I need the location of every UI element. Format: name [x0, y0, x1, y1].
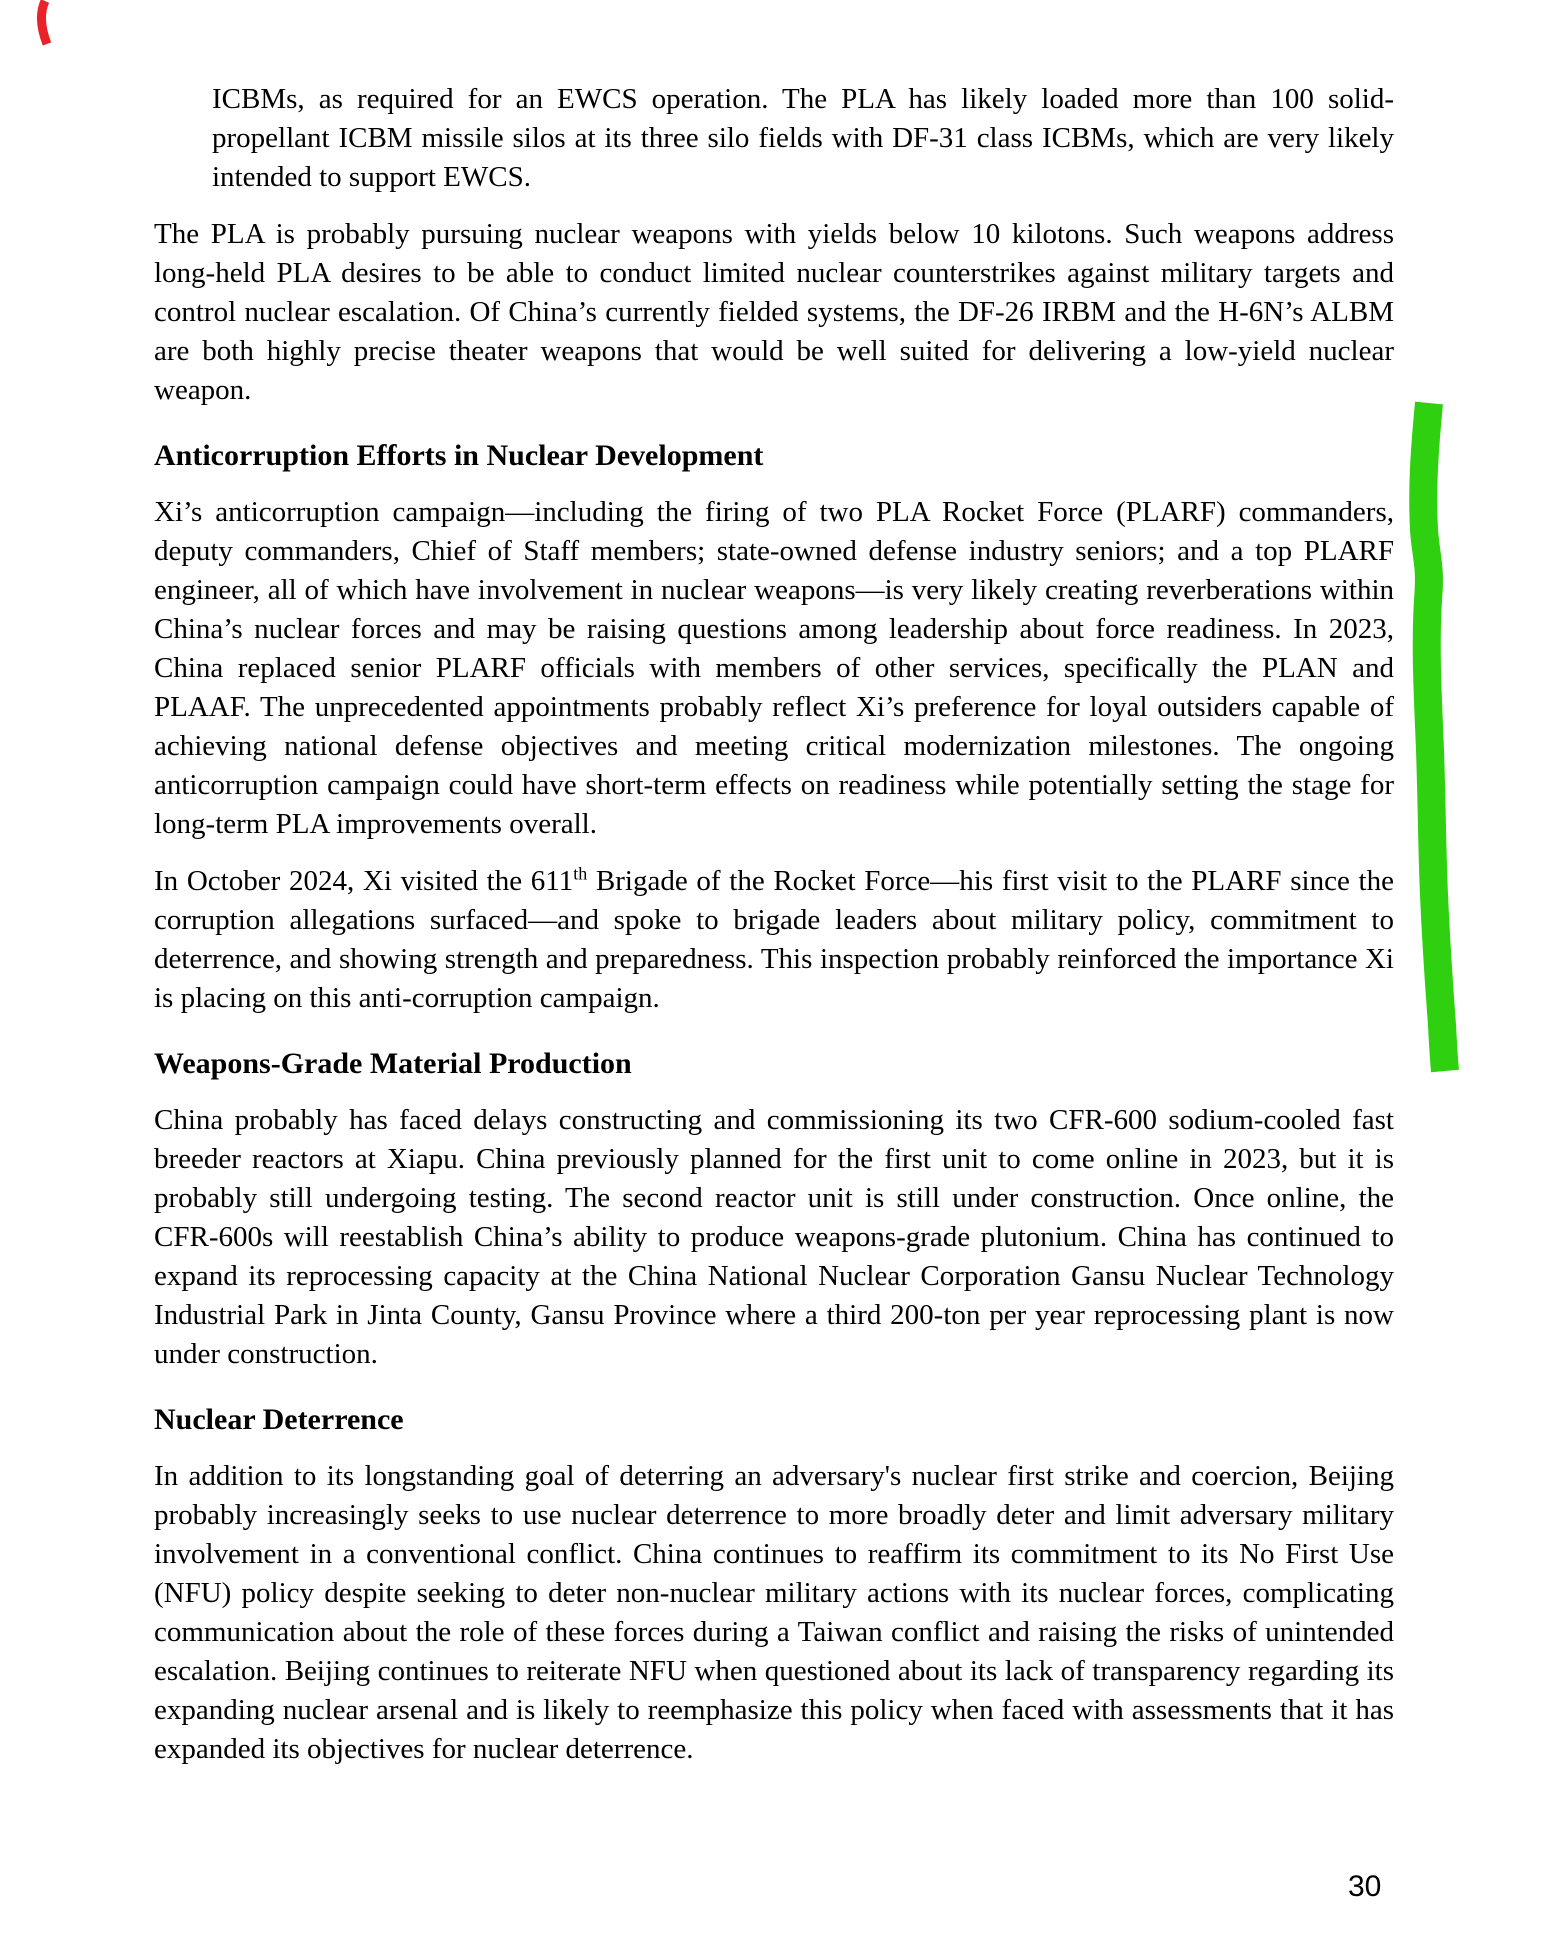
paragraph-october-prefix: In October 2024, Xi visited the 611 [154, 865, 574, 897]
heading-anticorruption: Anticorruption Efforts in Nuclear Development [154, 439, 764, 472]
paragraph-october-visit [154, 862, 1394, 1018]
page-content [154, 80, 1394, 1787]
paragraph-weapons-grade-material: China probably has faced delays constructing and commissioning its two CFR-600 sodium-cooled fast breeder reactors at Xiapu. China previously planned for the first unit to come online in 2023, but it is probably still undergoing testing. The second reactor unit is still under construction. Once online, the CFR-600s will reestablish China’s ability to produce weapons-grade plutonium. China has continued to expand its reprocessing capacity at the China National Nuclear Corporation Gansu Nuclear Technology Industrial Park in Jinta County, Gansu Province where a third 200-ton per year reprocessing plant is now under construction. [154, 1104, 1394, 1370]
ordinal-superscript: th [573, 863, 588, 884]
heading-nuclear-deterrence: Nuclear Deterrence [154, 1403, 404, 1436]
paragraph-low-yield-weapons: The PLA is probably pursuing nuclear weapons with yields below 10 kilotons. Such weapons address long-held PLA desires to be able to conduct limited nuclear counterstrikes against military targets and control nuclear escalation. Of China’s currently fielded systems, the DF-26 IRBM and the H-6N’s ALBM are both highly precise theater weapons that would be well suited for delivering a low-yield nuclear weapon. [154, 218, 1394, 406]
paragraph-anticorruption-campaign: Xi’s anticorruption campaign—including the firing of two PLA Rocket Force (PLARF) commanders, deputy commanders, Chief of Staff members; state-owned defense industry seniors; and a top PLARF engineer, all of which have involvement in nuclear weapons—is very likely creating reverberations within China’s nuclear forces and may be raising questions among leadership about force readiness. In 2023, China replaced senior PLARF officials with members of other services, specifically the PLAN and PLAAF. The unprecedented appointments probably reflect Xi’s preference for loyal outsiders capable of achieving national defense objectives and meeting critical modernization milestones. The ongoing anticorruption campaign could have short-term effects on readiness while potentially setting the stage for long-term PLA improvements overall. [154, 496, 1394, 840]
page-number: 30 [1348, 1870, 1382, 1903]
paragraph-october-suffix: Brigade of the Rocket Force—his first visit to the PLARF since the corruption allegations surfaced—and spoke to brigade leaders about military policy, commitment to deterrence, and showing strength and preparedness. This inspection probably reinforced the importance Xi is placing on this anti-corruption campaign. [154, 865, 1394, 1014]
red-pen-mark [41, 1, 47, 44]
green-highlight-stroke [1423, 403, 1445, 1071]
paragraph-icbm-ewcs: ICBMs, as required for an EWCS operation. The PLA has likely loaded more than 100 solid-propellant ICBM missile silos at its three silo fields with DF-31 class ICBMs, which are very likely intended to support EWCS. [212, 83, 1394, 193]
paragraph-nuclear-deterrence: In addition to its longstanding goal of deterring an adversary's nuclear first strike and coercion, Beijing probably increasingly seeks to use nuclear deterrence to more broadly deter and limit adversary military involvement in a conventional conflict. China continues to reaffirm its commitment to its No First Use (NFU) policy despite seeking to deter non-nuclear military actions with its nuclear forces, complicating communication about the role of these forces during a Taiwan conflict and raising the risks of unintended escalation. Beijing continues to reiterate NFU when questioned about its lack of transparency regarding its expanding nuclear arsenal and is likely to reemphasize this policy when faced with assessments that it has expanded its objectives for nuclear deterrence. [154, 1460, 1394, 1765]
heading-weapons-grade-material: Weapons-Grade Material Production [154, 1047, 632, 1080]
